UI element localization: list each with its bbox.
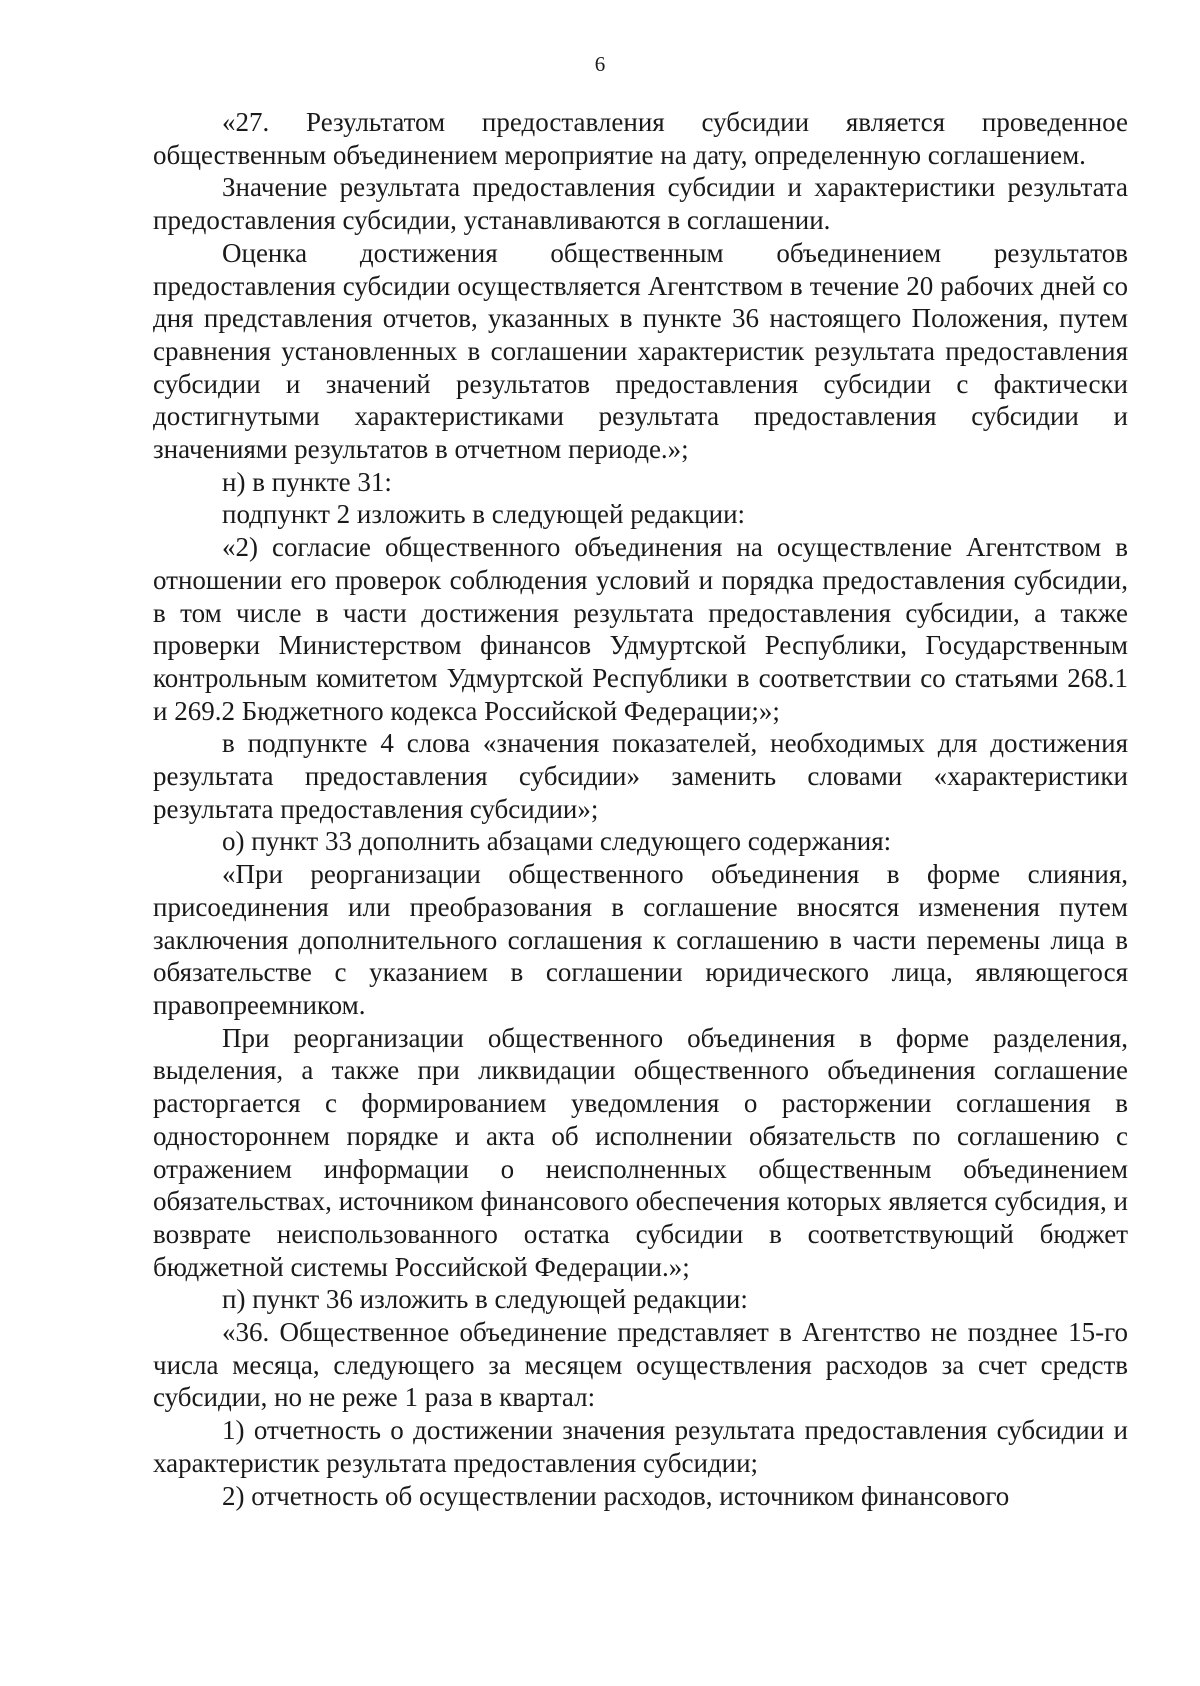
paragraph-reorganization-division: При реорганизации общественного объединения в форме разделения, выделения, а также при ликвидации общественного объединения соглашение расторгается с формированием уведомления о расторжении соглашения в одностороннем порядке и акта об исполнении обязательств по соглашению с отражением информации о неисполненных общественным объединением обязательствах, источником финансового обеспечения которых является субсидия, и возврате неиспользованного остатка субсидии в соответствующий бюджет бюджетной системы Российской Федерации.»; [153,1022,1128,1282]
paragraph-item-36: «36. Общественное объединение представляет в Агентство не позднее 15-го числа месяца, следующего за месяцем осуществления расходов за счет средств субсидии, но не реже 1 раза в квартал: [153,1317,1128,1413]
paragraph-report-1: 1) отчетность о достижении значения результата предоставления субсидии и характеристик результата предоставления субсидии; [153,1415,1128,1478]
paragraph-result-value: Значение результата предоставления субсидии и характеристики результата предоставления субсидии, устанавливаются в соглашении. [153,172,1128,236]
paragraph-subitem-2-edit: подпункт 2 изложить в следующей редакции: [222,499,746,530]
page-number: 6 [594,52,606,76]
paragraph-subitem-o: о) пункт 33 дополнить абзацами следующего содержания: [222,826,892,857]
paragraph-assessment: Оценка достижения общественным объединением результатов предоставления субсидии осуществляется Агентством в течение 20 рабочих дней со дня представления отчетов, указанных в пункте 36 настоящего Положения, путем сравнения установленных в соглашении характеристик результата предоставления субсидии и значений результатов предоставления субсидии с фактически достигнутыми характеристиками результата предоставления субсидии и значениями результатов в отчетном периоде.»; [153,237,1128,465]
paragraph-subitem-p: п) пункт 36 изложить в следующей редакции: [222,1284,748,1315]
paragraph-item-27-result: «27. Результатом предоставления субсидии является проведенное общественным объединением мероприятие на дату, определенную соглашением. [153,107,1128,170]
paragraph-consent: «2) согласие общественного объединения на осуществление Агентством в отношении его проверок соблюдения условий и порядка предоставления субсидии, в том числе в части достижения результата предоставления субсидии, а также проверки Министерством финансов Удмуртской Республики, Государственным контрольным комитетом Удмуртской Республики в соответствии со статьями 268.1 и 269.2 Бюджетного кодекса Российской Федерации;»; [153,532,1128,726]
paragraph-report-2: 2) отчетность об осуществлении расходов, источником финансового [222,1480,1010,1511]
document-body [153,106,1128,1512]
paragraph-subitem-4: в подпункте 4 слова «значения показателей, необходимых для достижения результата предоставления субсидии» заменить словами «характеристики результата предоставления субсидии»; [153,728,1128,824]
paragraph-subitem-n: н) в пункте 31: [222,466,392,497]
paragraph-reorganization-merge: «При реорганизации общественного объединения в форме слияния, присоединения или преобразования в соглашение вносятся изменения путем заключения дополнительного соглашения к соглашению в части перемены лица в обязательстве с указанием в соглашении юридического лица, являющегося правопреемником. [153,859,1128,1020]
